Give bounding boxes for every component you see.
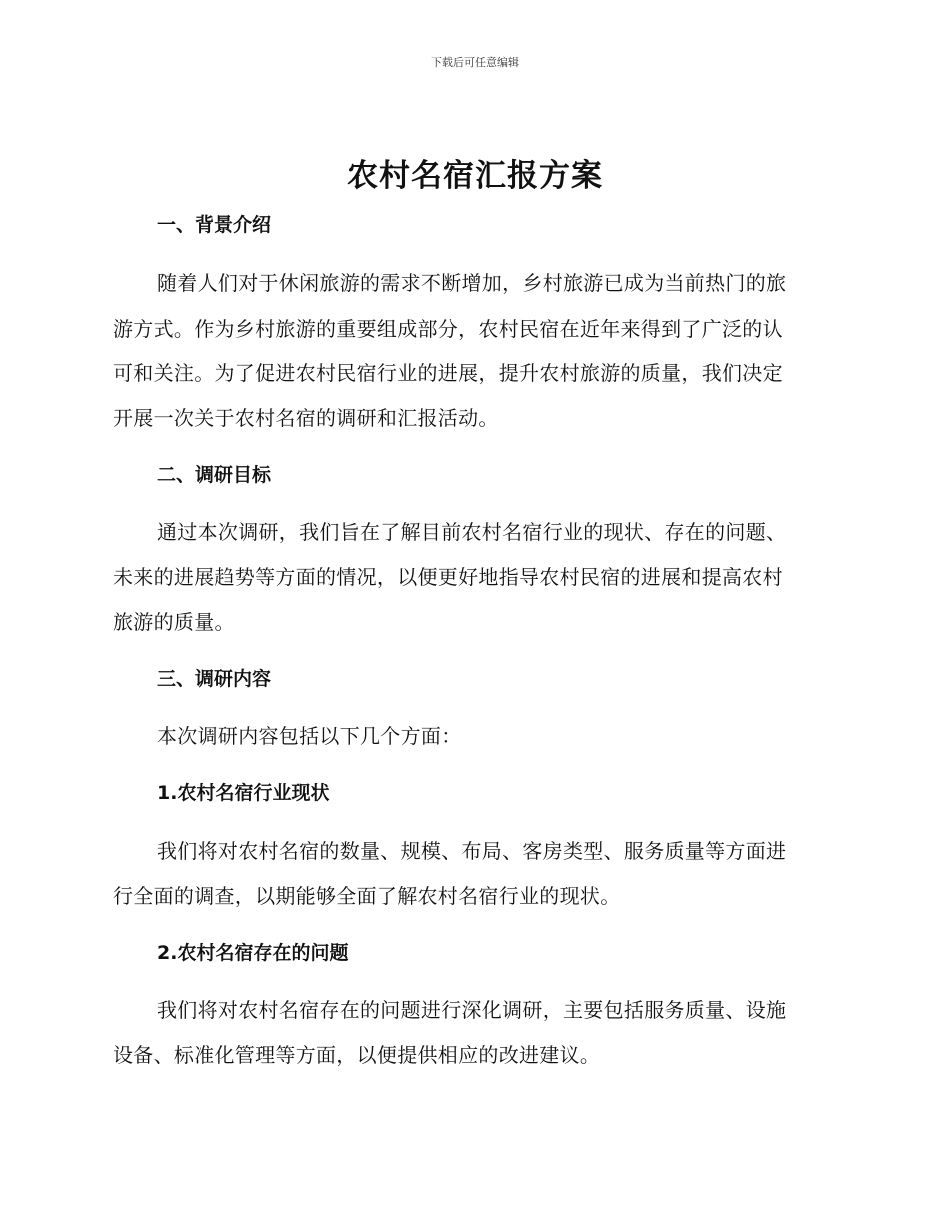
header-note: 下载后可任意编辑 [431,56,519,69]
document-title: 农村名宿汇报方案 [347,158,603,194]
paragraph-line: 旅游的质量。 [113,610,235,634]
paragraph-line: 开展一次关于农村名宿的调研和汇报活动。 [113,406,499,430]
paragraph-line: 本次调研内容包括以下几个方面： [157,724,462,748]
section-heading-background: 一、背景介绍 [157,214,272,236]
subsection-heading-problems: 2.农村名宿存在的问题 [157,942,349,964]
paragraph-line: 游方式。作为乡村旅游的重要组成部分，农村民宿在近年来得到了广泛的认 [113,317,783,341]
subsection-heading-status: 1.农村名宿行业现状 [157,782,330,804]
paragraph-line: 行全面的调查，以期能够全面了解农村名宿行业的现状。 [113,884,621,908]
paragraph-line: 我们将对农村名宿的数量、规模、布局、客房类型、服务质量等方面进 [157,839,787,863]
section-heading-goals: 二、调研目标 [157,464,272,486]
paragraph-line: 随着人们对于休闲旅游的需求不断增加，乡村旅游已成为当前热门的旅 [157,271,787,295]
section-heading-content: 三、调研内容 [157,668,272,690]
paragraph-line: 我们将对农村名宿存在的问题进行深化调研，主要包括服务质量、设施 [157,998,787,1022]
paragraph-line: 未来的进展趋势等方面的情况，以便更好地指导农村民宿的进展和提高农村 [113,565,783,589]
paragraph-line: 通过本次调研，我们旨在了解目前农村名宿行业的现状、存在的问题、 [157,520,787,544]
paragraph-line: 可和关注。为了促进农村民宿行业的进展，提升农村旅游的质量，我们决定 [113,361,783,385]
paragraph-line: 设备、标准化管理等方面，以便提供相应的改进建议。 [113,1043,601,1067]
